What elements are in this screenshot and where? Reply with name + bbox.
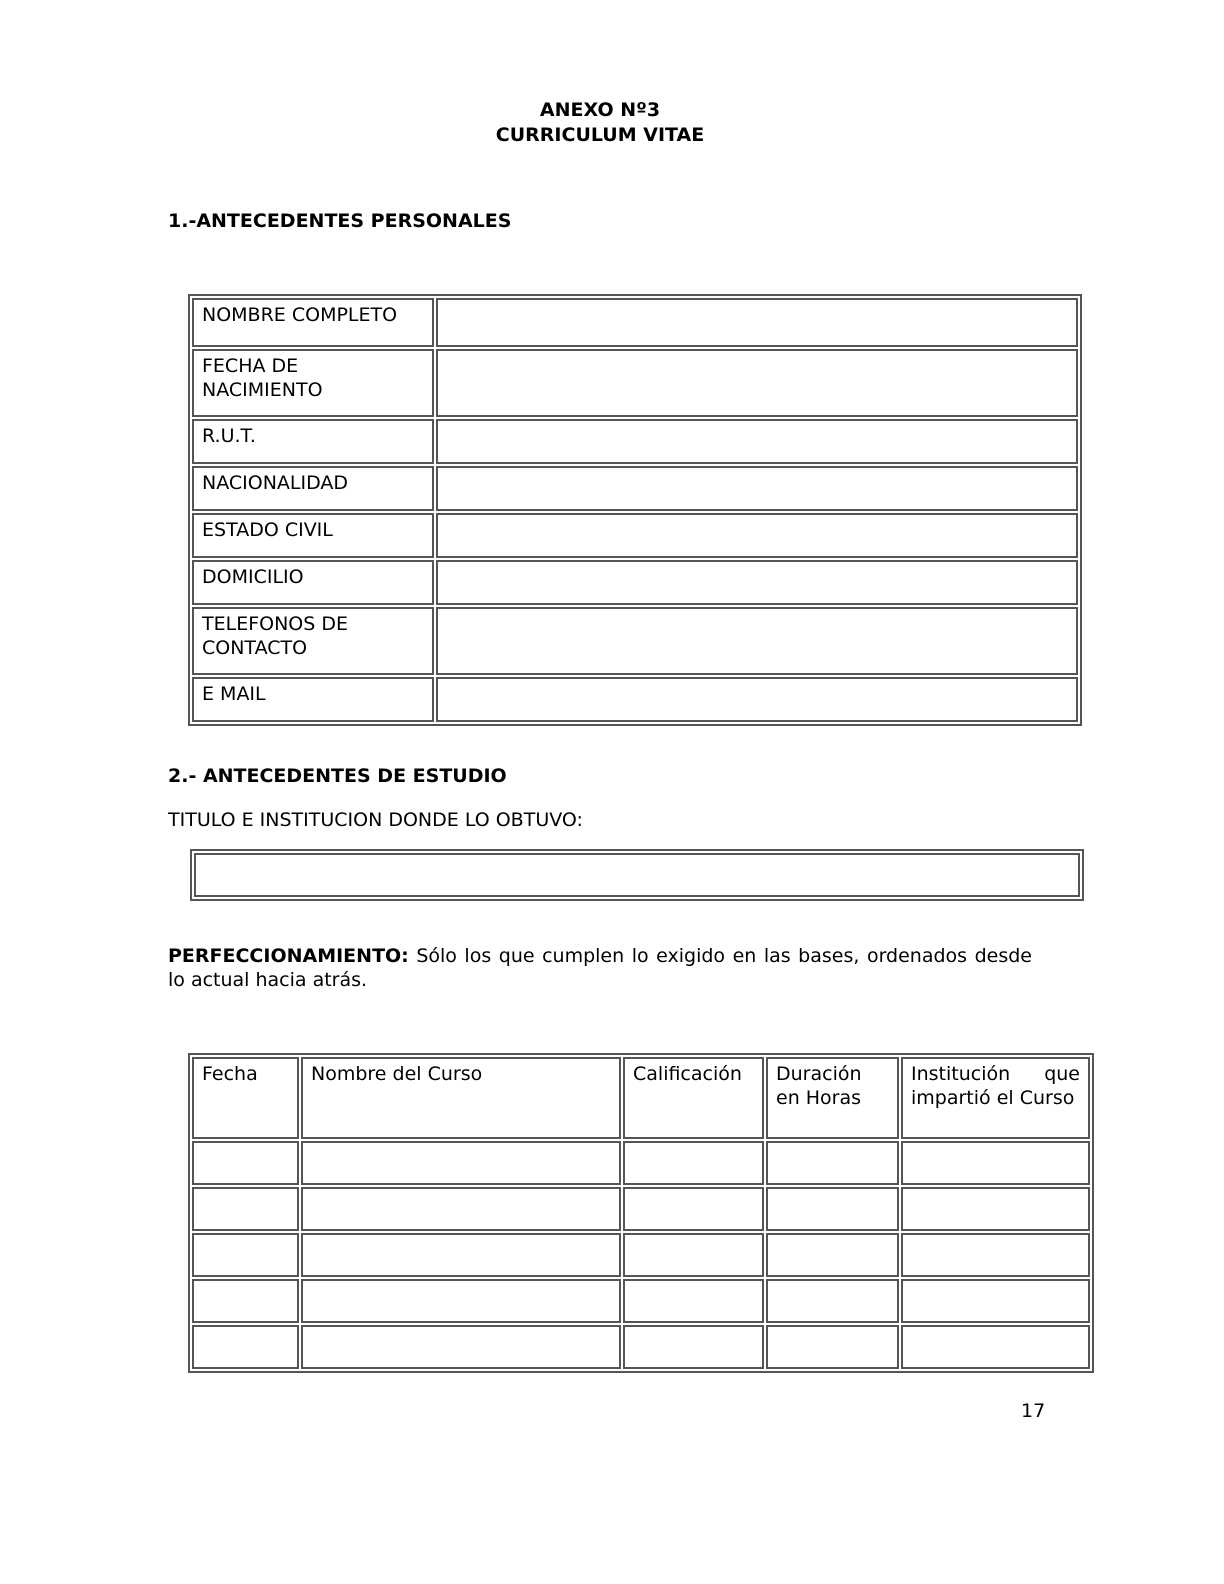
perfeccionamiento-label: PERFECCIONAMIENTO:: [168, 945, 409, 967]
col-header-nombre-curso: Nombre del Curso: [301, 1057, 621, 1139]
course-cell[interactable]: [901, 1325, 1090, 1369]
field-value-estado-civil[interactable]: [436, 513, 1078, 558]
table-row: [192, 1325, 1090, 1369]
course-cell[interactable]: [623, 1187, 764, 1231]
course-cell[interactable]: [192, 1325, 299, 1369]
course-cell[interactable]: [623, 1233, 764, 1277]
table-row: [192, 560, 1078, 605]
table-row: [192, 1233, 1090, 1277]
courses-header-row: [192, 1057, 1090, 1139]
course-cell[interactable]: [301, 1325, 621, 1369]
course-cell[interactable]: [192, 1279, 299, 1323]
field-value-nacionalidad[interactable]: [436, 466, 1078, 511]
table-row: [192, 513, 1078, 558]
field-label-email: E MAIL: [192, 677, 434, 722]
table-row: [192, 1279, 1090, 1323]
col-header-duracion: Duración en Horas: [766, 1057, 899, 1139]
course-cell[interactable]: [901, 1233, 1090, 1277]
personal-data-table: [188, 294, 1082, 726]
table-row: [192, 677, 1078, 722]
field-value-fecha-nacimiento[interactable]: [436, 349, 1078, 417]
table-row: [192, 419, 1078, 464]
courses-table: [188, 1053, 1094, 1373]
course-cell[interactable]: [192, 1187, 299, 1231]
col-header-calificacion: Calificación: [623, 1057, 764, 1139]
course-cell[interactable]: [301, 1141, 621, 1185]
course-cell[interactable]: [901, 1141, 1090, 1185]
section-personal-heading: 1.-ANTECEDENTES PERSONALES: [168, 210, 512, 232]
field-label-rut: R.U.T.: [192, 419, 434, 464]
course-cell[interactable]: [192, 1233, 299, 1277]
field-label-nacionalidad: NACIONALIDAD: [192, 466, 434, 511]
course-cell[interactable]: [623, 1279, 764, 1323]
course-cell[interactable]: [192, 1141, 299, 1185]
course-cell[interactable]: [623, 1325, 764, 1369]
field-label-telefonos: TELEFONOS DE CONTACTO: [192, 607, 434, 675]
field-value-rut[interactable]: [436, 419, 1078, 464]
field-label-fecha-nacimiento: FECHA DE NACIMIENTO: [192, 349, 434, 417]
title-institution-field[interactable]: [194, 853, 1080, 897]
table-row: [192, 1187, 1090, 1231]
annex-title: ANEXO Nº3: [539, 99, 661, 121]
col-header-institucion: Institución que impartió el Curso: [901, 1057, 1090, 1139]
course-cell[interactable]: [766, 1325, 899, 1369]
course-cell[interactable]: [766, 1233, 899, 1277]
table-row: [192, 1141, 1090, 1185]
field-label-domicilio: DOMICILIO: [192, 560, 434, 605]
perfeccionamiento-text: Sólo los que cumplen lo exigido en las bases, ordenados desde lo actual hacia atrás.: [168, 945, 1032, 991]
field-value-domicilio[interactable]: [436, 560, 1078, 605]
table-row: [192, 298, 1078, 347]
course-cell[interactable]: [301, 1187, 621, 1231]
document-title: CURRICULUM VITAE: [495, 124, 705, 146]
page-number: 17: [1021, 1400, 1046, 1422]
table-row: [192, 466, 1078, 511]
field-label-estado-civil: ESTADO CIVIL: [192, 513, 434, 558]
course-cell[interactable]: [301, 1233, 621, 1277]
title-institution-prompt: TITULO E INSTITUCION DONDE LO OBTUVO:: [168, 809, 583, 831]
perfeccionamiento-paragraph: [168, 944, 1032, 992]
table-row: [192, 607, 1078, 675]
title-institution-table: [190, 849, 1084, 901]
course-cell[interactable]: [766, 1279, 899, 1323]
course-cell[interactable]: [901, 1187, 1090, 1231]
course-cell[interactable]: [766, 1141, 899, 1185]
col-header-fecha: Fecha: [192, 1057, 299, 1139]
field-value-telefonos[interactable]: [436, 607, 1078, 675]
table-row: [192, 349, 1078, 417]
course-cell[interactable]: [301, 1279, 621, 1323]
table-row: [194, 853, 1080, 897]
course-cell[interactable]: [766, 1187, 899, 1231]
course-cell[interactable]: [901, 1279, 1090, 1323]
course-cell[interactable]: [623, 1141, 764, 1185]
section-study-heading: 2.- ANTECEDENTES DE ESTUDIO: [168, 765, 507, 787]
field-label-nombre: NOMBRE COMPLETO: [192, 298, 434, 347]
field-value-email[interactable]: [436, 677, 1078, 722]
field-value-nombre[interactable]: [436, 298, 1078, 347]
